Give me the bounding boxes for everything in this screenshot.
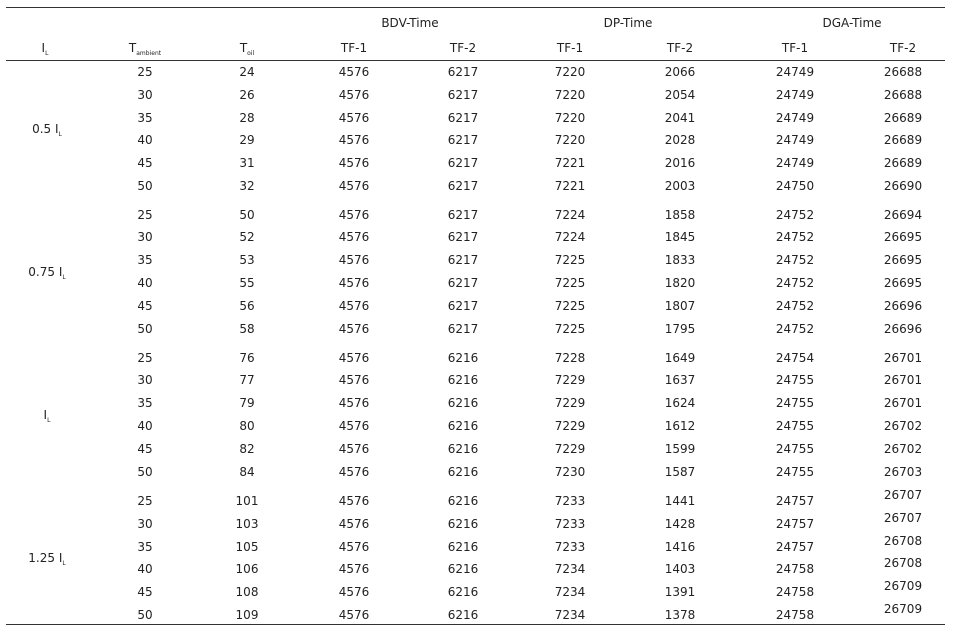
table-cell: 24752 — [775, 207, 815, 222]
table-cell: 7229 — [554, 396, 586, 411]
table-cell: 7228 — [554, 350, 586, 365]
load-group-label: 0.75 $I_L$ — [28, 264, 66, 281]
table-cell: 1403 — [664, 562, 696, 577]
table-cell: 6217 — [447, 179, 479, 193]
table-cell: 1807 — [664, 298, 696, 313]
table-cell: 26701 — [883, 373, 923, 388]
table-cell: 80 — [239, 418, 255, 433]
table-cell: 25 — [137, 350, 153, 365]
table-cell: 4576 — [338, 516, 370, 531]
table-cell: 24755 — [775, 418, 815, 433]
table-cell: 35 — [137, 253, 153, 268]
table-cell: 24749 — [775, 65, 815, 79]
table-cell: 26688 — [883, 87, 923, 102]
table-cell: 4576 — [338, 464, 370, 479]
table-cell: 26709 — [883, 602, 923, 616]
table-cell: 24755 — [775, 464, 815, 479]
table-cell: 26708 — [883, 556, 923, 571]
table-cell: 24749 — [775, 110, 815, 125]
table-cell: 2041 — [664, 110, 696, 125]
table-cell: 4576 — [338, 396, 370, 411]
table-cell: 24752 — [775, 298, 815, 313]
table-cell: 24755 — [775, 396, 815, 411]
table-cell: 2054 — [664, 87, 696, 102]
table-cell: 7225 — [554, 253, 586, 268]
table-cell: 6216 — [447, 494, 479, 508]
load-group-label: 1.25 $I_L$ — [28, 551, 66, 567]
table-cell: 50 — [137, 608, 153, 622]
table-cell: 7221 — [554, 156, 586, 171]
table-cell: 4576 — [338, 298, 370, 313]
table-cell: 2028 — [664, 133, 696, 148]
table-cell: 6217 — [447, 230, 479, 245]
table-cell: 7221 — [554, 179, 586, 193]
table-cell: 45 — [137, 441, 153, 456]
table-cell: 26709 — [883, 579, 923, 594]
col-header-load: $I_L$ — [41, 41, 49, 57]
table-cell: 24 — [239, 65, 255, 79]
table-cell: 6216 — [447, 562, 479, 577]
table-cell: 6217 — [447, 253, 479, 268]
table-cell: 106 — [235, 562, 259, 577]
table-cell: 26703 — [883, 464, 923, 479]
table-cell: 26689 — [883, 133, 923, 148]
table-cell: 1428 — [664, 516, 696, 531]
table-cell: 30 — [137, 87, 153, 102]
col-header-tf: TF-2 — [889, 41, 917, 55]
table-cell: 28 — [239, 110, 255, 125]
table-cell: 2016 — [664, 156, 696, 171]
table-cell: 30 — [137, 230, 153, 245]
table-top-rule — [6, 7, 945, 8]
table-cell: 4576 — [338, 608, 370, 622]
col-header-tf: TF-2 — [449, 41, 477, 55]
table-cell: 24755 — [775, 373, 815, 388]
table-cell: 25 — [137, 494, 153, 508]
table-cell: 79 — [239, 396, 255, 411]
table-cell: 4576 — [338, 562, 370, 577]
table-cell: 7220 — [554, 133, 586, 148]
table-cell: 45 — [137, 298, 153, 313]
table-cell: 7225 — [554, 275, 586, 290]
table-cell: 24757 — [775, 539, 815, 554]
table-cell: 1441 — [664, 494, 696, 508]
table-cell: 1637 — [664, 373, 696, 388]
table-cell: 24750 — [775, 179, 815, 193]
table-cell: 1833 — [664, 253, 696, 268]
table-cell: 29 — [239, 133, 255, 148]
table-cell: 2066 — [664, 65, 696, 79]
table-cell: 24752 — [775, 230, 815, 245]
table-cell: 1391 — [664, 585, 696, 600]
load-group-label: 0.5 $I_L$ — [32, 122, 62, 138]
table-cell: 7220 — [554, 87, 586, 102]
table-cell: 6217 — [447, 133, 479, 148]
table-cell: 26701 — [883, 396, 923, 411]
table-cell: 26695 — [883, 230, 923, 245]
table-cell: 7229 — [554, 373, 586, 388]
table-cell: 26702 — [883, 441, 923, 456]
table-cell: 4576 — [338, 350, 370, 365]
table-cell: 26 — [239, 87, 255, 102]
table-cell: 4576 — [338, 441, 370, 456]
table-cell: 1845 — [664, 230, 696, 245]
table-cell: 6217 — [447, 87, 479, 102]
table-cell: 53 — [239, 253, 255, 268]
table-cell: 24758 — [775, 608, 815, 622]
table-cell: 1624 — [664, 396, 696, 411]
table-cell: 6216 — [447, 539, 479, 554]
table-cell: 26695 — [883, 253, 923, 268]
table-cell: 6216 — [447, 441, 479, 456]
table-cell: 1795 — [664, 321, 696, 336]
table-cell: 6216 — [447, 608, 479, 622]
table-cell: 7220 — [554, 65, 586, 79]
table-cell: 7234 — [554, 585, 586, 600]
table-bottom-rule — [6, 624, 945, 625]
table-cell: 26689 — [883, 110, 923, 125]
table-cell: 1587 — [664, 464, 696, 479]
table-cell: 4576 — [338, 539, 370, 554]
table-cell: 26695 — [883, 275, 923, 290]
table-cell: 24757 — [775, 494, 815, 508]
table-cell: 4576 — [338, 321, 370, 336]
table-cell: 4576 — [338, 87, 370, 102]
table-cell: 50 — [239, 207, 255, 222]
table-cell: 35 — [137, 396, 153, 411]
table-cell: 4576 — [338, 373, 370, 388]
table-cell: 6216 — [447, 396, 479, 411]
table-cell: 1612 — [664, 418, 696, 433]
table-cell: 7233 — [554, 494, 586, 508]
col-header-tf: TF-1 — [556, 41, 584, 55]
table-cell: 26707 — [883, 510, 923, 525]
table-cell: 7225 — [554, 298, 586, 313]
table-cell: 1858 — [664, 207, 696, 222]
table-cell: 24755 — [775, 441, 815, 456]
table-cell: 45 — [137, 156, 153, 171]
table-cell: 4576 — [338, 275, 370, 290]
table-cell: 105 — [235, 539, 259, 554]
col-header-t-ambient: $T_{ambient}$ — [128, 41, 162, 57]
table-cell: 26690 — [883, 179, 923, 193]
table-cell: 1378 — [664, 608, 696, 622]
table-cell: 24758 — [775, 562, 815, 577]
table-cell: 7224 — [554, 207, 586, 222]
table-cell: 4576 — [338, 156, 370, 171]
group-header-bdv: BDV-Time — [381, 16, 439, 30]
table-cell: 84 — [239, 464, 255, 479]
table-cell: 7229 — [554, 441, 586, 456]
table-cell: 1820 — [664, 275, 696, 290]
table-cell: 101 — [235, 494, 259, 508]
table-cell: 4576 — [338, 133, 370, 148]
table-cell: 32 — [239, 179, 255, 193]
table-cell: 7229 — [554, 418, 586, 433]
table-cell: 26694 — [883, 207, 923, 222]
table-cell: 4576 — [338, 418, 370, 433]
table-cell: 103 — [235, 516, 259, 531]
table-cell: 50 — [137, 464, 153, 479]
table-cell: 6217 — [447, 275, 479, 290]
table-cell: 6217 — [447, 207, 479, 222]
table-cell: 108 — [235, 585, 259, 600]
table-cell: 6216 — [447, 373, 479, 388]
table-cell: 1416 — [664, 539, 696, 554]
table-cell: 30 — [137, 373, 153, 388]
table-cell: 1649 — [664, 350, 696, 365]
table-cell: 6216 — [447, 516, 479, 531]
table-cell: 26696 — [883, 321, 923, 336]
table-cell: 6217 — [447, 298, 479, 313]
table-cell: 4576 — [338, 110, 370, 125]
table-cell: 6217 — [447, 321, 479, 336]
table-cell: 4576 — [338, 230, 370, 245]
table-cell: 40 — [137, 418, 153, 433]
table-cell: 25 — [137, 207, 153, 222]
table-cell: 6217 — [447, 156, 479, 171]
table-cell: 24758 — [775, 585, 815, 600]
table-cell: 24749 — [775, 87, 815, 102]
table-cell: 7220 — [554, 110, 586, 125]
table-cell: 6216 — [447, 418, 479, 433]
table-cell: 24752 — [775, 253, 815, 268]
table-cell: 31 — [239, 156, 255, 171]
table-cell: 50 — [137, 321, 153, 336]
table-cell: 26708 — [883, 533, 923, 548]
table-cell: 7234 — [554, 562, 586, 577]
table-cell: 24749 — [775, 156, 815, 171]
table-cell: 6216 — [447, 350, 479, 365]
col-header-tf: TF-2 — [666, 41, 694, 55]
table-cell: 24757 — [775, 516, 815, 531]
table-cell: 26701 — [883, 350, 923, 365]
table-cell: 7234 — [554, 608, 586, 622]
table-cell: 58 — [239, 321, 255, 336]
table-cell: 7233 — [554, 516, 586, 531]
col-header-tf: TF-1 — [340, 41, 368, 55]
table-cell: 26702 — [883, 418, 923, 433]
table-cell: 6217 — [447, 110, 479, 125]
table-cell: 7225 — [554, 321, 586, 336]
table-cell: 56 — [239, 298, 255, 313]
table-cell: 25 — [137, 65, 153, 79]
table-cell: 40 — [137, 562, 153, 577]
table-cell: 24752 — [775, 321, 815, 336]
table-cell: 52 — [239, 230, 255, 245]
table-cell: 4576 — [338, 65, 370, 79]
table-cell: 35 — [137, 110, 153, 125]
table-cell: 24752 — [775, 275, 815, 290]
table-cell: 4576 — [338, 253, 370, 268]
table-cell: 6216 — [447, 464, 479, 479]
table-cell: 77 — [239, 373, 255, 388]
table-cell: 2003 — [664, 179, 696, 193]
load-group-label: $I_L$ — [43, 407, 51, 424]
table-cell: 4576 — [338, 585, 370, 600]
table-cell: 26689 — [883, 156, 923, 171]
table-cell: 82 — [239, 441, 255, 456]
table-cell: 76 — [239, 350, 255, 365]
table-cell: 40 — [137, 275, 153, 290]
table-cell: 35 — [137, 539, 153, 554]
table-cell: 4576 — [338, 494, 370, 508]
table-cell: 7230 — [554, 464, 586, 479]
table-cell: 7233 — [554, 539, 586, 554]
table-cell: 55 — [239, 275, 255, 290]
table-cell: 24754 — [775, 350, 815, 365]
table-cell: 4576 — [338, 179, 370, 193]
group-header-dga: DGA-Time — [822, 16, 882, 30]
group-header-dp: DP-Time — [603, 16, 653, 30]
table-cell: 6216 — [447, 585, 479, 600]
table-cell: 24749 — [775, 133, 815, 148]
table-cell: 26707 — [883, 488, 923, 502]
table-cell: 50 — [137, 179, 153, 193]
table-cell: 6217 — [447, 65, 479, 79]
table-cell: 1599 — [664, 441, 696, 456]
table-cell: 109 — [235, 608, 259, 622]
table-cell: 40 — [137, 133, 153, 148]
table-cell: 30 — [137, 516, 153, 531]
col-header-tf: TF-1 — [781, 41, 809, 55]
table-cell: 7224 — [554, 230, 586, 245]
table-cell: 26696 — [883, 298, 923, 313]
table-cell: 4576 — [338, 207, 370, 222]
col-header-t-oil: $T_{oil}$ — [239, 41, 255, 57]
table-cell: 45 — [137, 585, 153, 600]
table-cell: 26688 — [883, 65, 923, 79]
